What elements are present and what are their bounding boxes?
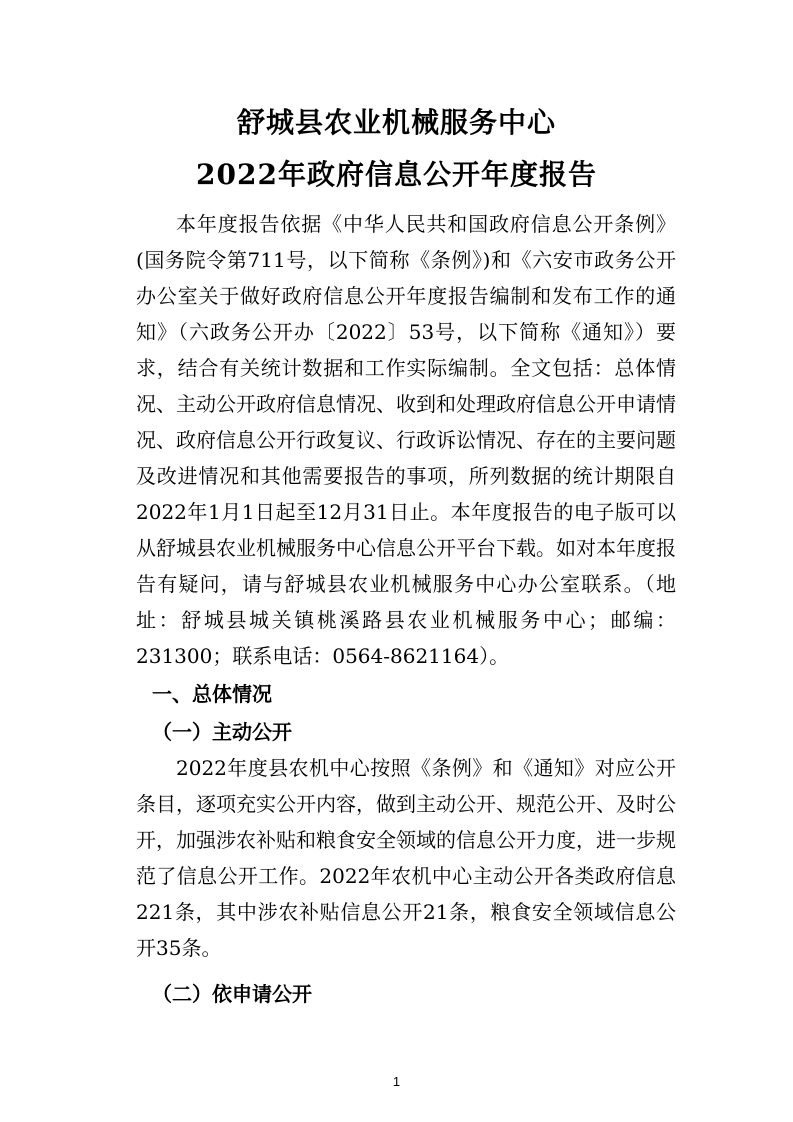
document-title-line1: 舒城县农业机械服务中心 bbox=[236, 106, 556, 139]
page-number: 1 bbox=[392, 1074, 401, 1089]
subsection-heading-proactive-disclosure: （一）主动公开 bbox=[152, 720, 292, 744]
proactive-disclosure-paragraph: 2022年度县农机中心按照《条例》和《通知》对应公开条目，逐项充实公开内容，做到主动公开、规范公开、及时公开，加强涉农补贴和粮食安全领域的信息公开力度，进一步规范了信息公开工作。2022年农机中心主动公开各类政府信息221条，其中涉农补贴信息公开21条，粮食安全领域信息公开35条。 bbox=[136, 756, 676, 960]
subsection-heading-disclosure-on-request: （二）依申请公开 bbox=[152, 982, 312, 1006]
section-heading-overview: 一、总体情况 bbox=[152, 682, 272, 706]
document-title-line2: 2022年政府信息公开年度报告 bbox=[196, 158, 597, 191]
intro-paragraph: 本年度报告依据《中华人民共和国政府信息公开条例》(国务院令第711号，以下简称《条例》)和《六安市政务公开办公室关于做好政府信息公开年度报告编制和发布工作的通知》（六政务公开办〔2022〕53号，以下简称《通知》）要求，结合有关统计数据和工作实际编制。全文包括：总体情况、主动公开政府信息情况、收到和处理政府信息公开申请情况、政府信息公开行政复议、行政诉讼情况、存在的主要问题及改进情况和其他需要报告的事项，所列数据的统计期限自2022年1月1日起至12月31日止。本年度报告的电子版可以从舒城县农业机械服务中心信息公开平台下载。如对本年度报告有疑问，请与舒城县农业机械服务中心办公室联系。（地址：舒城县城关镇桃溪路县农业机械服务中心；邮编：231300；联系电话：0564-8621164）。 bbox=[136, 212, 676, 668]
document-body bbox=[136, 206, 676, 1012]
